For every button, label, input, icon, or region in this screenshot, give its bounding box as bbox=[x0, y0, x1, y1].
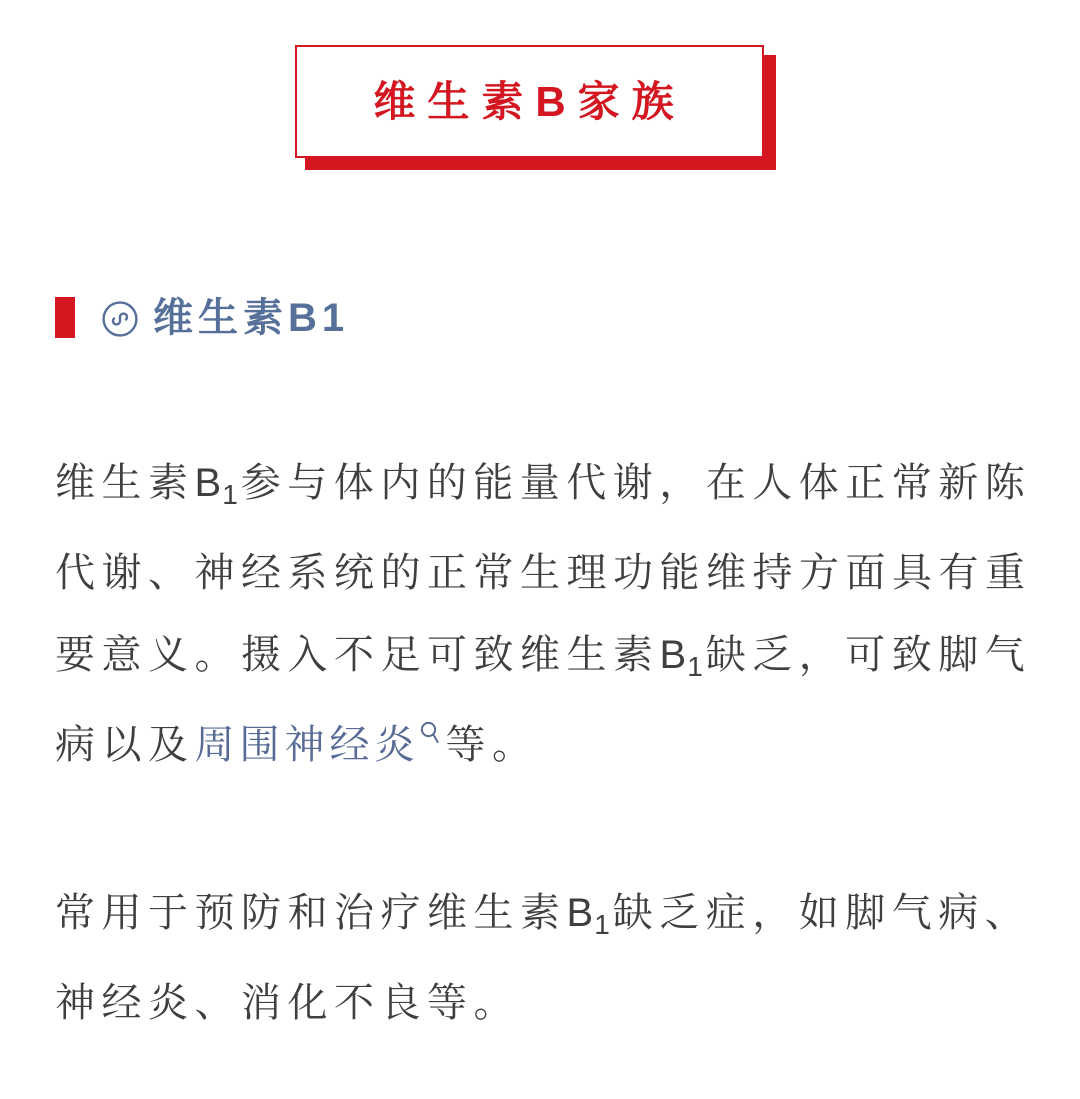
text-run: 代谢、神经系统的正常生理功能维持方面具有重 bbox=[55, 551, 1032, 595]
text-run: 缺乏症，如脚气病、 bbox=[612, 891, 1032, 935]
subscript-number: 1 bbox=[687, 651, 706, 682]
link-circle-icon bbox=[102, 301, 138, 337]
search-icon-handle bbox=[433, 735, 437, 742]
paragraph-line bbox=[55, 614, 1045, 704]
section-title-box bbox=[295, 45, 764, 158]
icon-link-glyph bbox=[113, 314, 127, 325]
subsection-heading: 维生素B1 bbox=[153, 296, 350, 340]
paragraph-line bbox=[55, 442, 1045, 532]
paragraph-2 bbox=[55, 872, 1045, 1044]
paragraph-line bbox=[55, 962, 1045, 1044]
text-run: 参与体内的能量代谢，在人体正常新陈 bbox=[240, 461, 1032, 505]
text-run: 神经炎、消化不良等。 bbox=[55, 981, 520, 1025]
text-run: B bbox=[659, 633, 688, 677]
text-run: B bbox=[194, 461, 223, 505]
text-run: 缺乏，可致脚气 bbox=[705, 633, 1032, 677]
paragraph-line bbox=[55, 532, 1045, 614]
paragraph-1 bbox=[55, 442, 1045, 786]
search-icon[interactable] bbox=[420, 721, 442, 745]
heading-marker-bar bbox=[55, 297, 75, 338]
text-run: 维生素 bbox=[55, 461, 195, 505]
keyword-search-link[interactable] bbox=[195, 723, 446, 767]
section-title: 维生素B家族 bbox=[373, 77, 686, 125]
text-run: 常用于预防和治疗维生素 bbox=[55, 891, 567, 935]
text-run: 要意义。摄入不足可致维生素 bbox=[55, 633, 660, 677]
text-run: B bbox=[566, 891, 595, 935]
paragraph-line bbox=[55, 872, 1045, 962]
subscript-number: 1 bbox=[594, 909, 613, 940]
link-circle-icon-graphic bbox=[102, 301, 138, 337]
subscript-number: 1 bbox=[222, 479, 241, 510]
keyword-link-text[interactable]: 周围神经炎 bbox=[194, 723, 420, 767]
text-run: 病以及 bbox=[55, 723, 195, 767]
text-run: 等。 bbox=[445, 723, 539, 767]
paragraph-line bbox=[55, 704, 1045, 786]
